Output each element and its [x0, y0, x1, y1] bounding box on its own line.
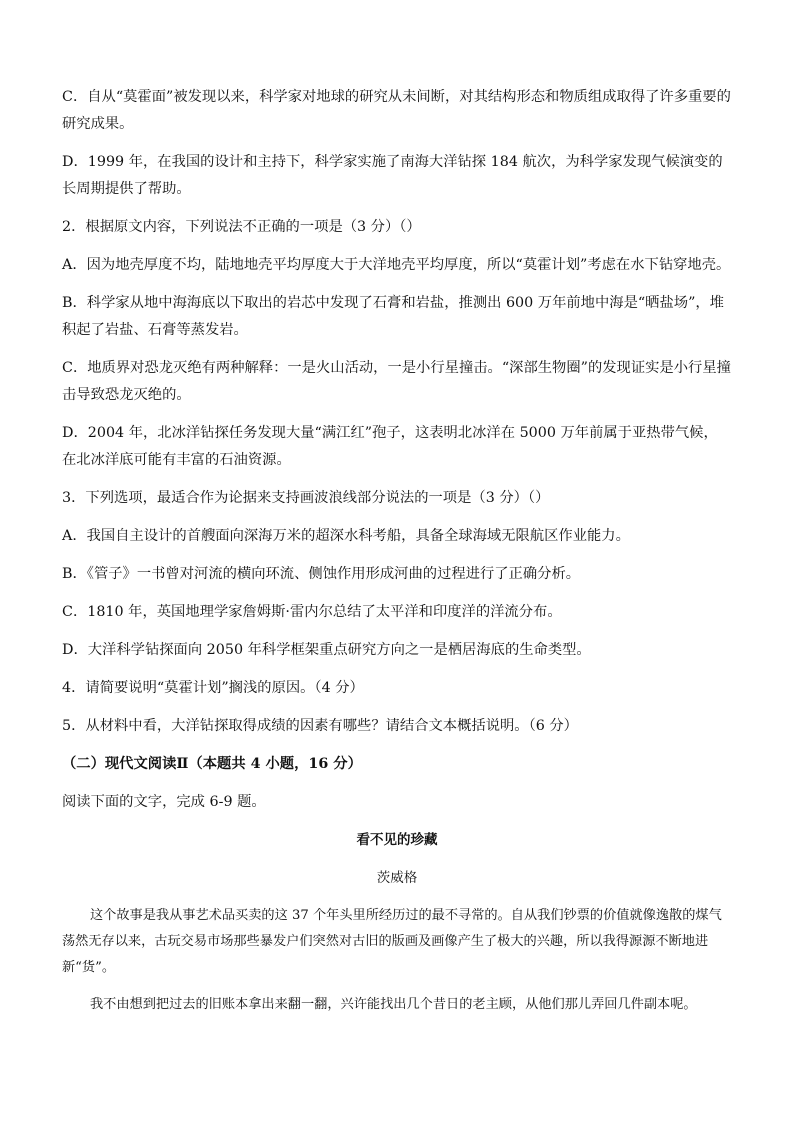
option-a-q3: A．我国自主设计的首艘面向深海万米的超深水科考船，具备全球海域无限航区作业能力。: [62, 528, 630, 544]
story-paragraph: 这个故事是我从事艺术品买卖的这 37 个年头里所经历过的最不寻常的。自从我们钞票的价值就像逸散的煤气荡然无存以来，古玩交易市场那些暴发户们突然对古旧的版画及画像产生了极大的兴趣，所以我得源源不断地进新“货”。: [62, 908, 722, 975]
option-d-q3: D．大洋科学钻探面向 2050 年科学框架重点研究方向之一是栖居海底的生命类型。: [62, 642, 591, 658]
option-c-q2: C．地质界对恐龙灭绝有两种解释：一是火山活动，一是小行星撞击。“深部生物圈”的发现证实是小行星撞击导致恐龙灭绝的。: [62, 360, 731, 403]
story-author: 茨威格: [376, 870, 418, 886]
section-title: （二）现代文阅读Ⅱ（本题共 4 小题，16 分）: [62, 756, 362, 772]
option-d-q2: D．2004 年，北冰洋钻探任务发现大量“满江红”孢子，这表明北冰洋在 5000 万年前属于亚热带气候，在北冰洋底可能有丰富的石油资源。: [62, 425, 718, 468]
option-b-q3: B．《管子》一书曾对河流的横向环流、侧蚀作用形成河曲的过程进行了正确分析。: [62, 566, 581, 582]
story-paragraph: 我不由想到把过去的旧账本拿出来翻一翻，兴许能找出几个昔日的老主顾，从他们那儿弄回几件副本呢。: [90, 997, 697, 1012]
option-d-q1: D．1999 年，在我国的设计和主持下，科学家实施了南海大洋钻探 184 航次，为科学家发现气候演变的长周期提供了帮助。: [62, 154, 723, 197]
question-2: 2．根据原文内容，下列说法不正确的一项是（3 分）（）: [62, 219, 421, 235]
option-c-q3: C．1810 年，英国地理学家詹姆斯·雷内尔总结了太平洋和印度洋的洋流分布。: [62, 604, 562, 620]
option-b-q2: B．科学家从地中海海底以下取出的岩芯中发现了石膏和岩盐，推测出 600 万年前地中海是“晒盐场”，堆积起了岩盐、石膏等蒸发岩。: [62, 295, 724, 338]
question-3: 3．下列选项，最适合作为论据来支持画波浪线部分说法的一项是（3 分）（）: [62, 490, 550, 506]
question-5: 5．从材料中看，大洋钻探取得成绩的因素有哪些？请结合文本概括说明。（6 分）: [62, 718, 578, 734]
question-4: 4．请简要说明“莫霍计划”搁浅的原因。（4 分）: [62, 680, 364, 696]
option-c-q1: C．自从“莫霍面”被发现以来，科学家对地球的研究从未间断，对其结构形态和物质组成取得了许多重要的研究成果。: [62, 89, 731, 132]
reading-instruction: 阅读下面的文字，完成 6-9 题。: [62, 794, 266, 810]
option-a-q2: A．因为地壳厚度不均，陆地地壳平均厚度大于大洋地壳平均厚度，所以“莫霍计划”考虑在水下钻穿地壳。: [62, 257, 731, 273]
story-title: 看不见的珍藏: [356, 832, 438, 848]
